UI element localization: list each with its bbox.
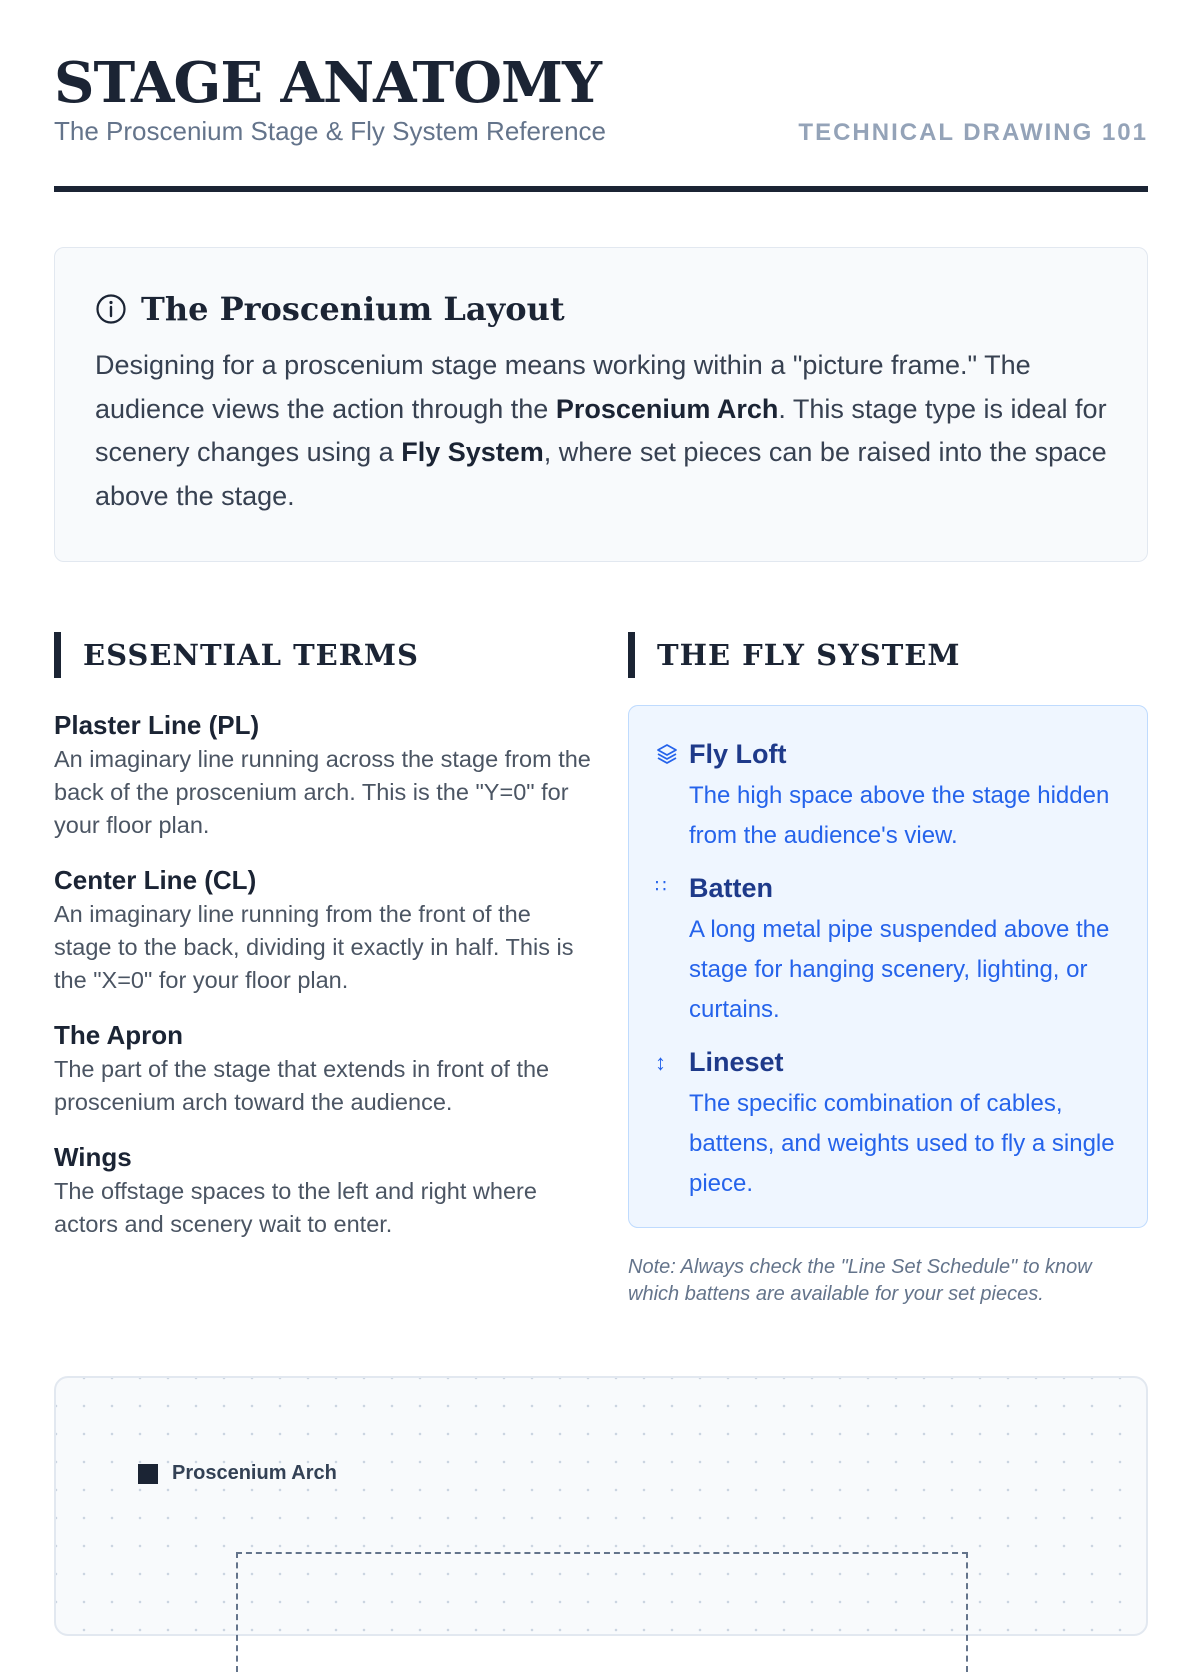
term-name: The Apron: [54, 1020, 184, 1050]
intro-card: [54, 247, 1148, 562]
intro-bold-proscenium: Proscenium Arch: [555, 393, 779, 424]
term-definition: The part of the stage that extends in front of the proscenium arch toward the audience.: [54, 1056, 550, 1115]
fly-item-name: Lineset: [689, 1047, 784, 1077]
intro-text-part: , where set pieces can be raised into the space above the stage.: [95, 437, 1107, 511]
fly-item-name: Fly Loft: [689, 739, 787, 769]
page-title: STAGE ANATOMY: [54, 50, 601, 116]
layers-icon: [655, 736, 689, 856]
intro-text-part: Designing for a proscenium stage means working within a "picture frame." The audience views the action through the: [95, 350, 1031, 424]
term-item: [54, 1139, 594, 1241]
intro-bold-fly-system: Fly System: [401, 437, 544, 467]
term-definition: An imaginary line running from the front of the stage to the back, dividing it exactly in half. This is the "X=0" for your floor plan.: [54, 901, 574, 993]
fly-item-body: [689, 870, 1119, 1030]
diagram-legend: [138, 1462, 337, 1485]
term-definition: The offstage spaces to the left and right where actors and scenery wait to enter.: [54, 1178, 537, 1237]
term-name: Center Line (CL): [54, 865, 257, 895]
legend-swatch: [138, 1464, 158, 1484]
course-label: TECHNICAL DRAWING 101: [798, 119, 1148, 146]
fly-system-card: [628, 705, 1148, 1228]
legend-label: Proscenium Arch: [172, 1462, 337, 1484]
fly-item: [655, 870, 1119, 1030]
subtitle-row: [54, 116, 1148, 147]
fly-item: [655, 1044, 1119, 1204]
fly-item-body: [689, 1044, 1119, 1204]
arrows-vertical-icon: ↕: [655, 1050, 666, 1075]
info-icon: [95, 293, 127, 325]
intro-paragraph: [95, 344, 1107, 518]
stage-outline: [236, 1552, 968, 1672]
page-subtitle: The Proscenium Stage & Fly System Reference: [54, 116, 607, 146]
fly-item-name: Batten: [689, 873, 774, 903]
fly-item-definition: The high space above the stage hidden from the audience's view.: [689, 782, 1110, 849]
header-divider: [54, 186, 1148, 192]
intro-header: [95, 290, 1107, 328]
fly-item-body: [689, 736, 1119, 856]
essential-terms-heading: ESSENTIAL TERMS: [54, 632, 419, 678]
term-name: Wings: [54, 1142, 132, 1172]
grip-icon: ∷: [655, 876, 667, 896]
term-item: [54, 1017, 594, 1119]
stage-diagram: [54, 1376, 1148, 1636]
fly-system-heading: THE FLY SYSTEM: [628, 632, 960, 678]
fly-item: [655, 736, 1119, 856]
header: [54, 52, 1148, 147]
term-item: [54, 707, 594, 842]
intro-text-part: . This stage type is ideal for scenery changes using a: [95, 393, 1107, 467]
intro-title: The Proscenium Layout: [141, 290, 565, 328]
term-name: Plaster Line (PL): [54, 710, 260, 740]
term-item: [54, 862, 594, 997]
terms-list: [54, 707, 594, 1261]
line-set-note: Note: Always check the "Line Set Schedule" to know which battens are available for your set pieces.: [628, 1256, 1092, 1305]
fly-item-definition: A long metal pipe suspended above the stage for hanging scenery, lighting, or curtains.: [689, 916, 1110, 1023]
term-definition: An imaginary line running across the stage from the back of the proscenium arch. This is the "Y=0" for your floor plan.: [54, 746, 591, 838]
fly-item-definition: The specific combination of cables, battens, and weights used to fly a single piece.: [689, 1090, 1115, 1197]
